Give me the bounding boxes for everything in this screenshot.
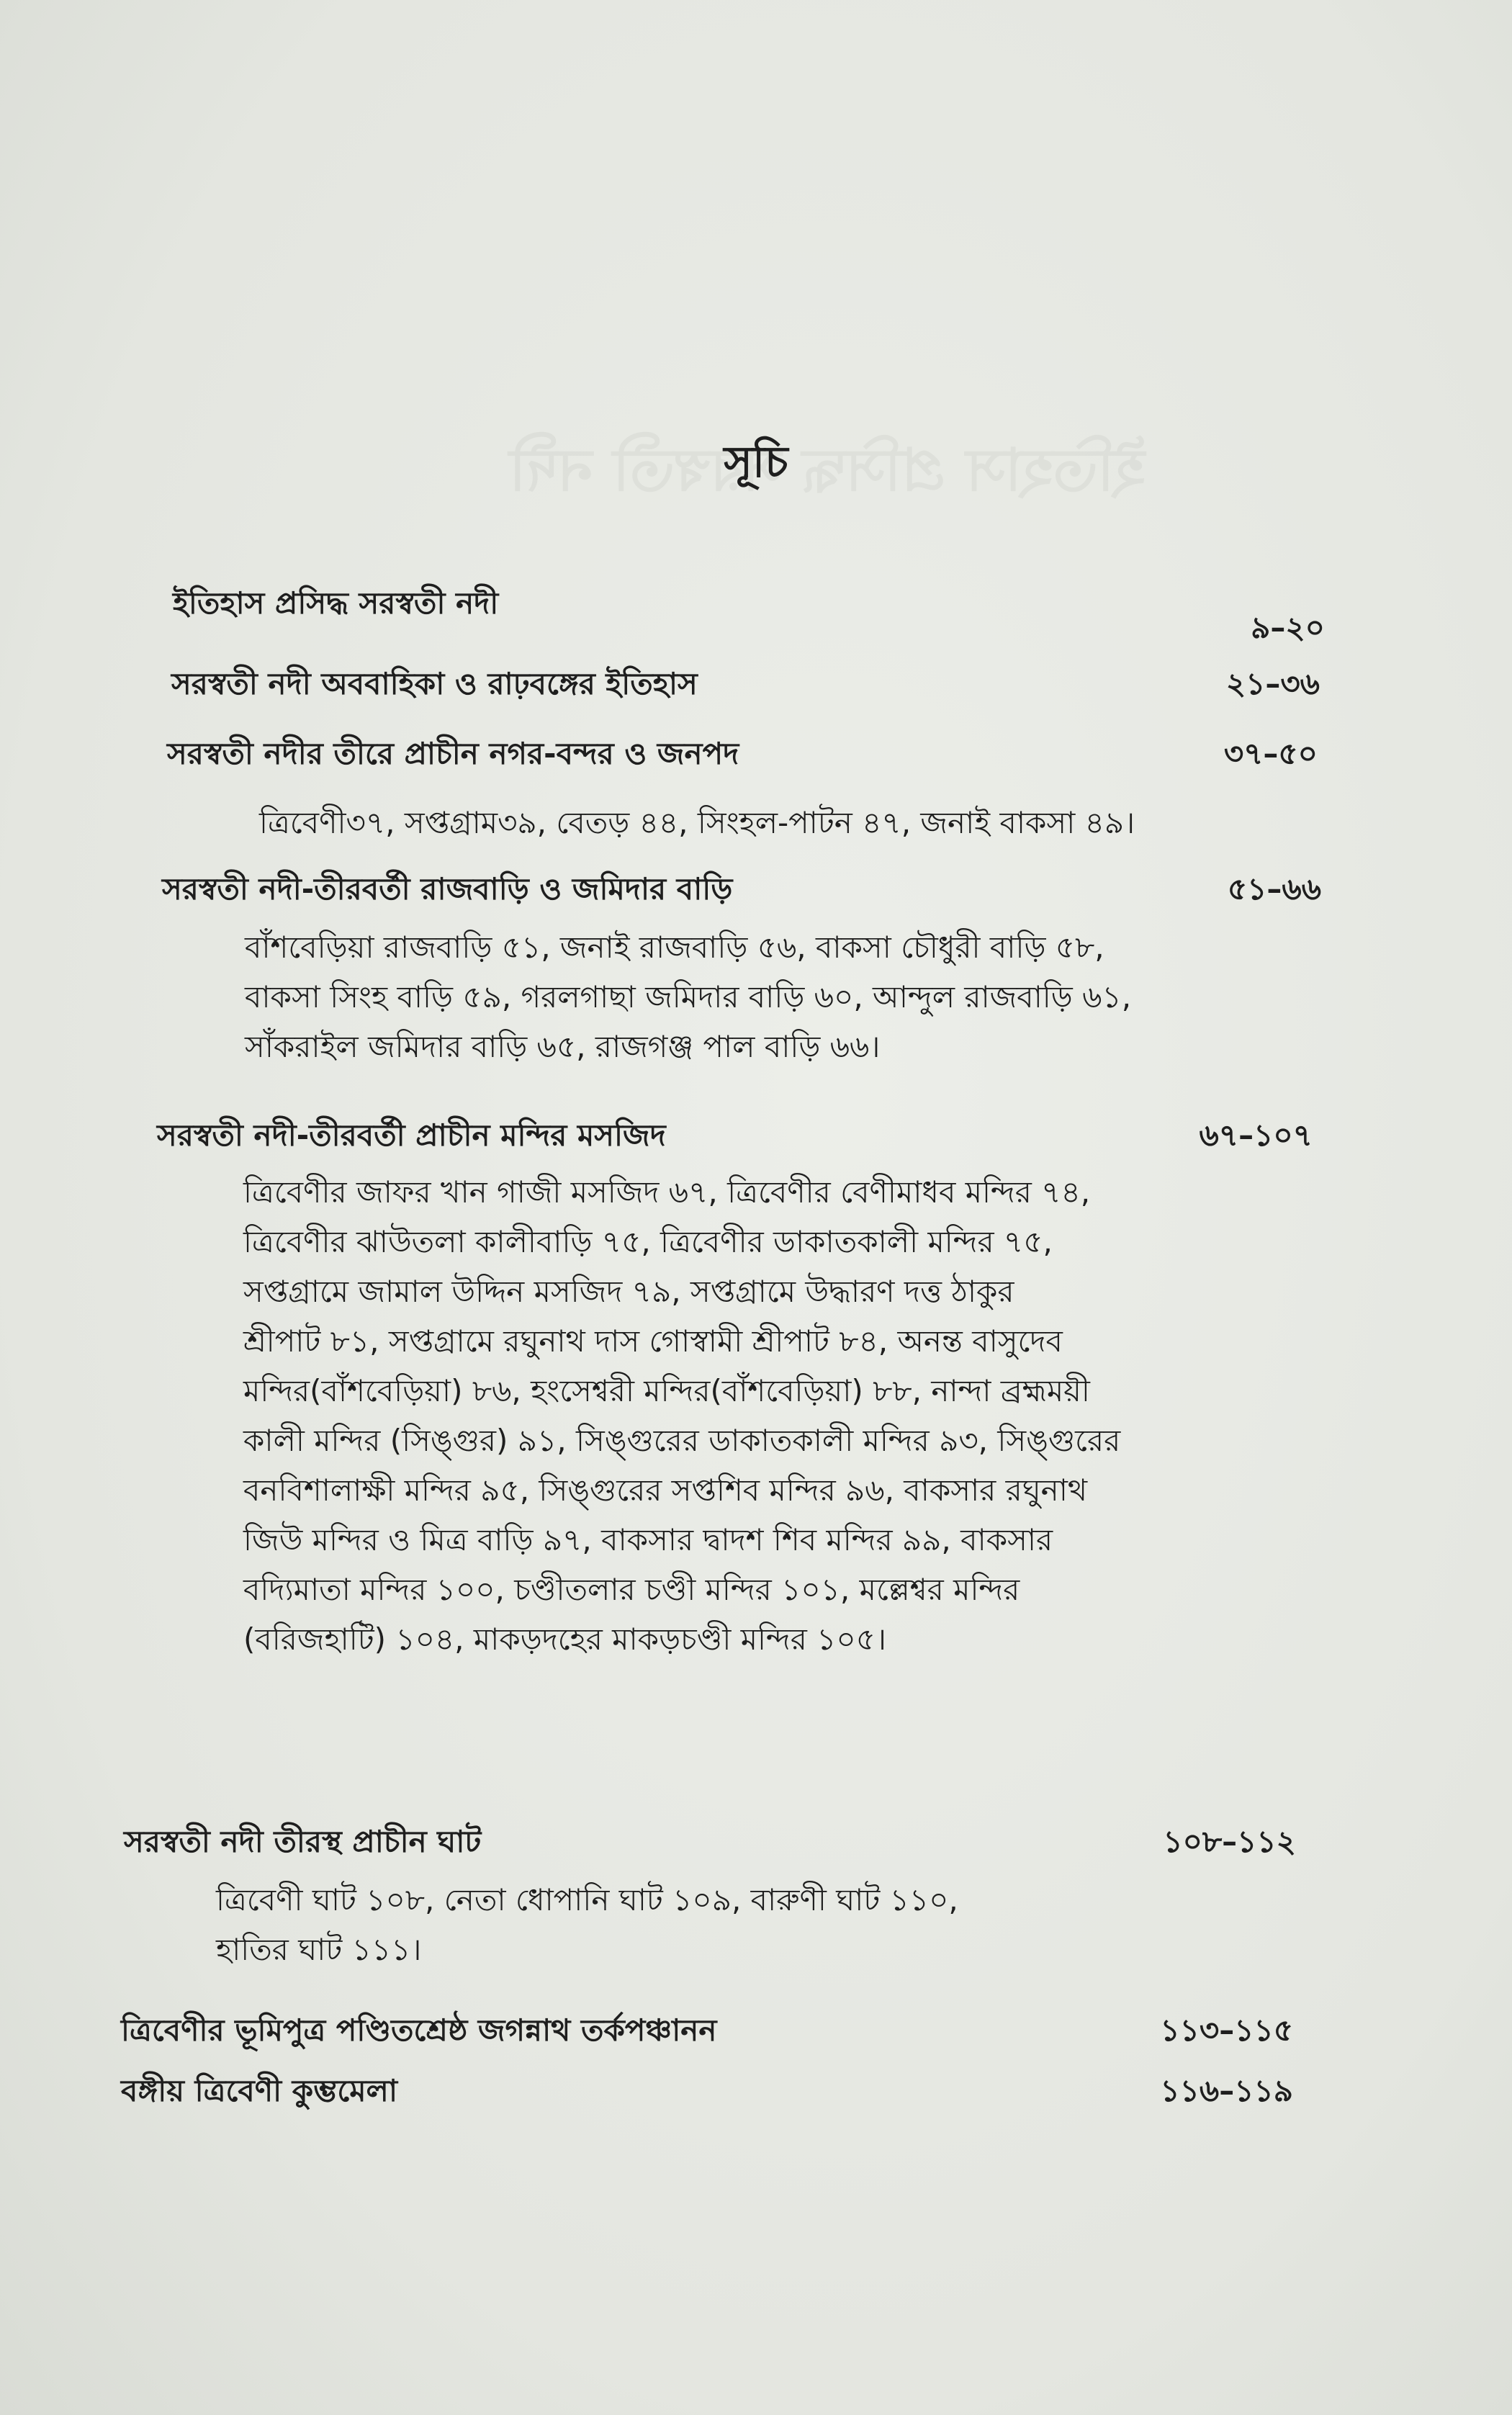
entry-page-range: ১১৬–১১৯ (1160, 2073, 1293, 2108)
entry-page-range: ৫১–৬৬ (1227, 871, 1321, 907)
entry-detail-block (216, 1875, 1321, 1974)
entry-heading: ইতিহাস প্রসিদ্ধ সরস্বতী নদী (173, 585, 499, 621)
entry-detail-line: ত্রিবেণীর ঝাউতলা কালীবাড়ি ৭৫, ত্রিবেণীর ডাকাতকালী মন্দির ৭৫, (243, 1224, 1053, 1259)
entry-detail-line: কালী মন্দির (সিঙ্গুর) ৯১, সিঙ্গুরের ডাকাতকালী মন্দির ৯৩, সিঙ্গুরের (243, 1423, 1121, 1458)
entry-detail-block (243, 1167, 1327, 1664)
entry-detail-line: শ্রীপাট ৮১, সপ্তগ্রামে রঘুনাথ দাস গোস্বামী শ্রীপাট ৮৪, অনন্ত বাসুদেব (243, 1323, 1063, 1359)
entry-page-range: ৩৭–৫০ (1223, 736, 1318, 771)
toc-entry (171, 662, 1320, 706)
entry-page-range: ১১৩–১১৫ (1160, 2012, 1293, 2048)
toc-entry (121, 2009, 1293, 2052)
entry-heading: ত্রিবেণীর ভূমিপুত্র পণ্ডিতশ্রেষ্ঠ জগন্নাথ তর্কপঞ্চানন (121, 2012, 717, 2048)
entry-heading: সরস্বতী নদী-তীরবর্তী রাজবাড়ি ও জমিদার বাড়ি (162, 871, 733, 907)
entry-page-range: ২১–৩৬ (1225, 666, 1320, 701)
entry-page-range: ৯–২০ (1251, 610, 1325, 645)
toc-entry (121, 2069, 1293, 2113)
entry-heading: সরস্বতী নদী তীরস্থ প্রাচীন ঘাট (124, 1824, 482, 1859)
entry-detail-line: মন্দির(বাঁশবেড়িয়া) ৮৬, হংসেশ্বরী মন্দির(বাঁশবেড়িয়া) ৮৮, নান্দা ব্রহ্মময়ী (243, 1373, 1090, 1408)
entry-heading: সরস্বতী নদী অববাহিকা ও রাঢ়বঙ্গের ইতিহাস (171, 666, 698, 701)
entry-detail-line: বদ্যিমাতা মন্দির ১০০, চণ্ডীতলার চণ্ডী মন্দির ১০১, মল্লেশ্বর মন্দির (243, 1572, 1020, 1607)
entry-heading: সরস্বতী নদীর তীরে প্রাচীন নগর-বন্দর ও জনপদ (167, 736, 739, 771)
entry-heading: সরস্বতী নদী-তীরবর্তী প্রাচীন মন্দির মসজিদ (157, 1117, 666, 1153)
entry-detail-line: সাঁকরাইল জমিদার বাড়ি ৬৫, রাজগঞ্জ পাল বাড়ি ৬৬। (245, 1029, 881, 1064)
entry-detail-line: বাঁশবেড়িয়া রাজবাড়ি ৫১, জনাই রাজবাড়ি ৫৬, বাকসা চৌধুরী বাড়ি ৫৮, (245, 930, 1104, 965)
toc-entry (124, 1820, 1296, 1863)
toc-entry (167, 732, 1318, 775)
toc-entry-pages-row (173, 606, 1325, 649)
entry-heading: বঙ্গীয় ত্রিবেণী কুম্ভমেলা (121, 2073, 398, 2108)
entry-detail-line: জিউ মন্দির ও মিত্র বাড়ি ৯৭, বাকসার দ্বাদশ শিব মন্দির ৯৯, বাকসার (243, 1522, 1053, 1557)
toc-entry (157, 1114, 1313, 1157)
entry-detail-line: সপ্তগ্রামে জামাল উদ্দিন মসজিদ ৭৯, সপ্তগ্রামে উদ্ধারণ দত্ত ঠাকুর (243, 1274, 1014, 1309)
entry-detail-line: বাকসা সিংহ বাড়ি ৫৯, গরলগাছা জমিদার বাড়ি ৬০, আন্দুল রাজবাড়ি ৬১, (245, 979, 1132, 1015)
entry-detail-line: ত্রিবেণী ঘাট ১০৮, নেতা ধোপানি ঘাট ১০৯, বারুণী ঘাট ১১০, (216, 1882, 958, 1917)
entry-detail-line: হাতির ঘাট ১১১। (216, 1932, 422, 1967)
entry-page-range: ৬৭–১০৭ (1199, 1117, 1313, 1153)
entry-detail-line: ত্রিবেণীর জাফর খান গাজী মসজিদ ৬৭, ত্রিবেণীর বেণীমাধব মন্দির ৭৪, (243, 1174, 1091, 1210)
entry-detail-line: ত্রিবেণী৩৭, সপ্তগ্রাম৩৯, বেতড় ৪৪, সিংহল-পাটন ৪৭, জনাই বাকসা ৪৯। (259, 805, 1135, 840)
toc-entry (162, 868, 1321, 911)
page-title: সূচি (724, 437, 788, 487)
entry-page-range: ১০৮–১১২ (1163, 1824, 1296, 1859)
entry-detail-line: বনবিশালাক্ষী মন্দির ৯৫, সিঙ্গুরের সপ্তশিব মন্দির ৯৬, বাকসার রঘুনাথ (243, 1472, 1088, 1508)
entry-detail-line: (বরিজহাটি) ১০৪, মাকড়দহের মাকড়চণ্ডী মন্দির ১০৫। (243, 1622, 887, 1657)
entry-detail-block (245, 922, 1332, 1071)
